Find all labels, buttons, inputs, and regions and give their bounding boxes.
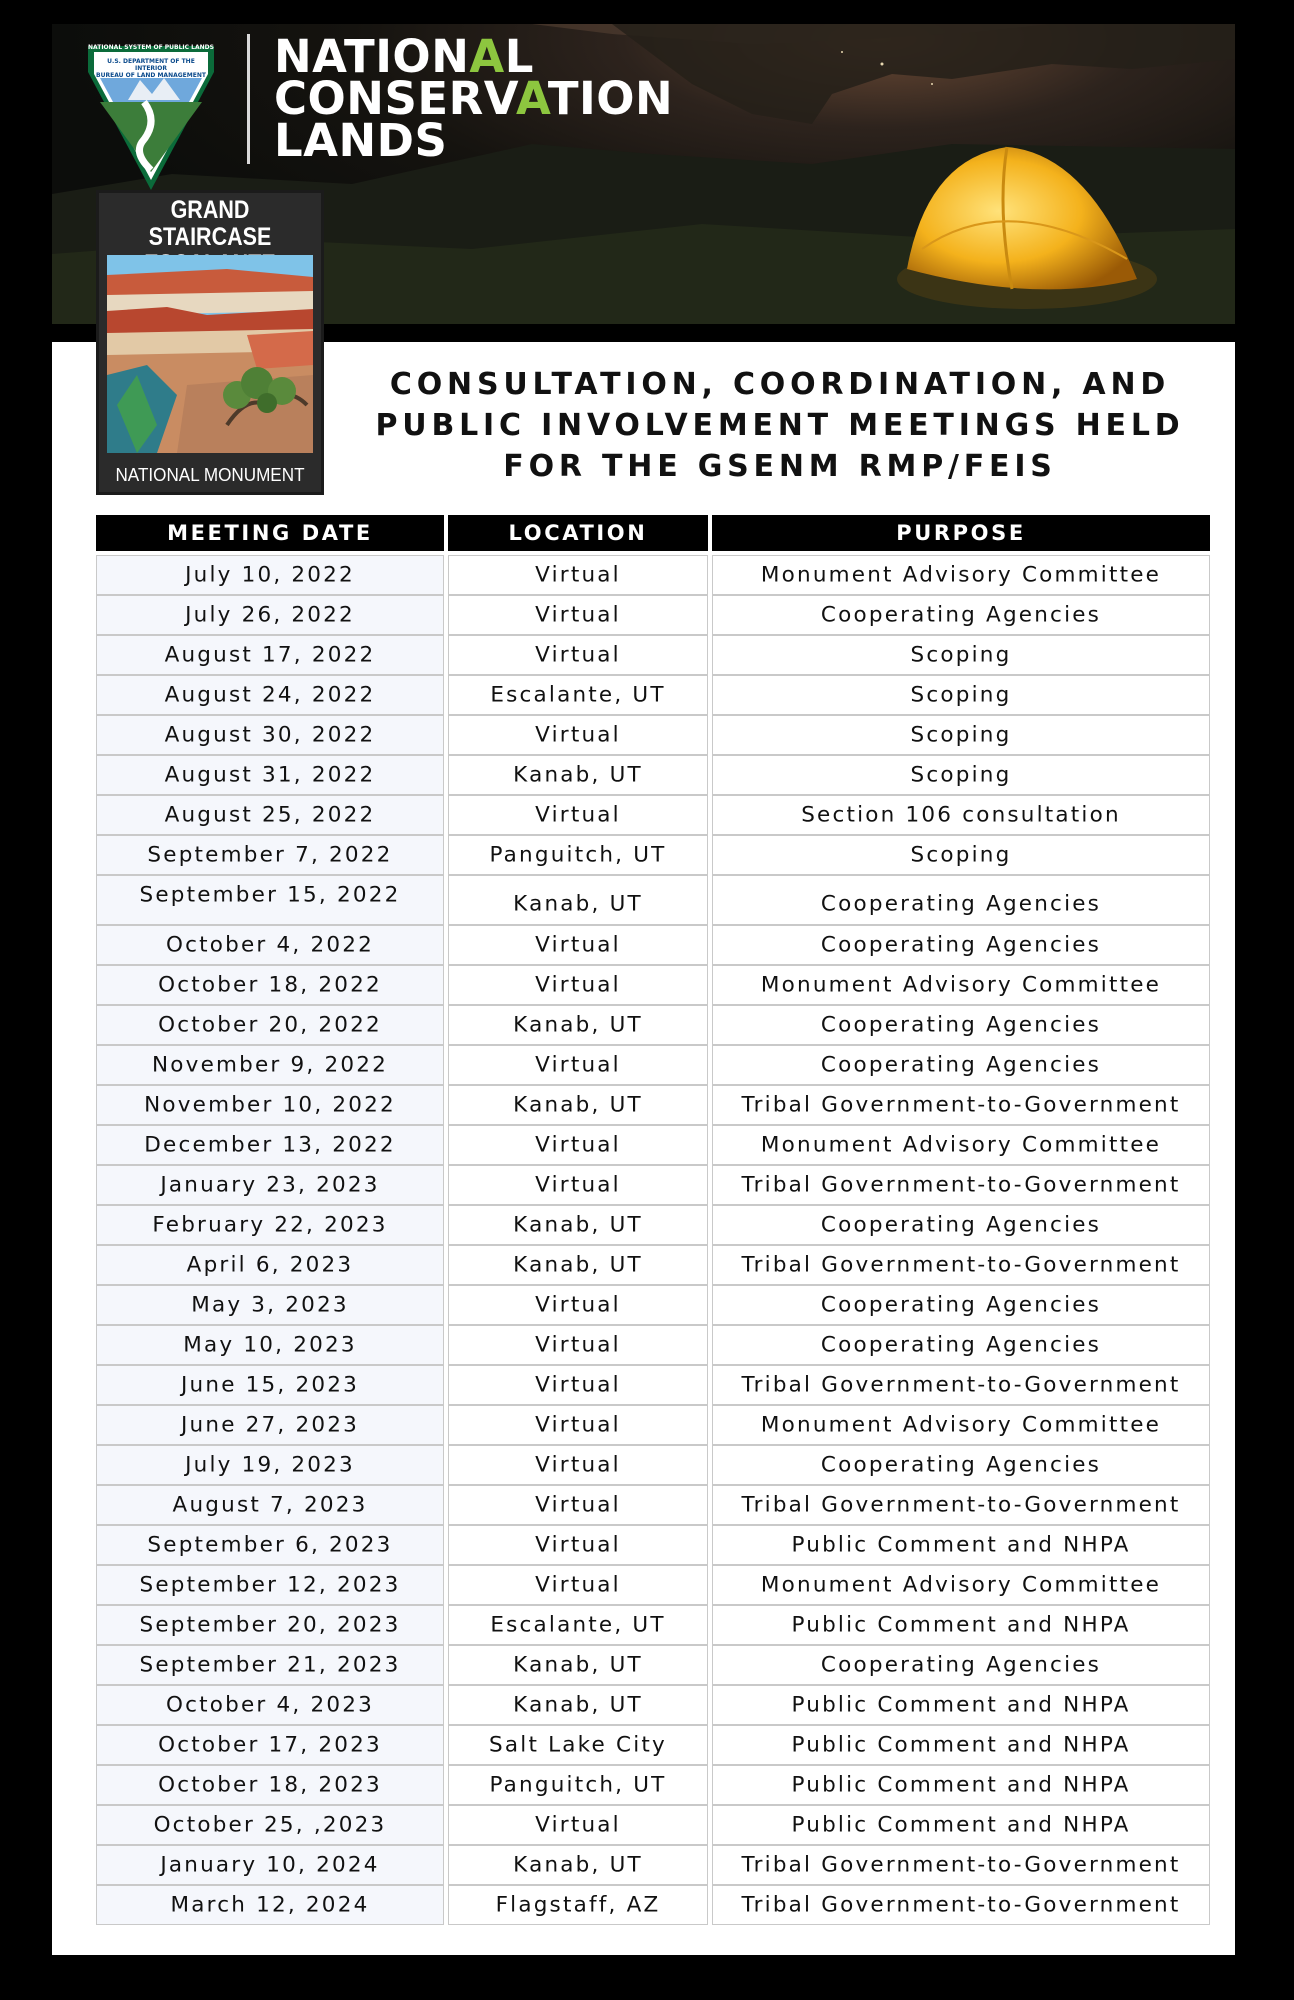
location-cell: Kanab, UT — [448, 1205, 708, 1245]
brand-line2: CONSERVATION — [274, 72, 674, 125]
location-cell: Kanab, UT — [448, 755, 708, 795]
table-row — [96, 1005, 1210, 1045]
table-row — [96, 1685, 1210, 1725]
location-cell: Kanab, UT — [448, 875, 708, 925]
purpose-cell: Scoping — [712, 755, 1210, 795]
table-row — [96, 1765, 1210, 1805]
location-cell: Panguitch, UT — [448, 835, 708, 875]
purpose-cell: Cooperating Agencies — [712, 1205, 1210, 1245]
purpose-cell: Tribal Government-to-Government — [712, 1485, 1210, 1525]
table-row — [96, 1125, 1210, 1165]
location-cell: Virtual — [448, 595, 708, 635]
table-row — [96, 1365, 1210, 1405]
location-cell: Virtual — [448, 1165, 708, 1205]
table-row — [96, 1245, 1210, 1285]
location-cell: Virtual — [448, 965, 708, 1005]
purpose-cell: Scoping — [712, 835, 1210, 875]
purpose-cell: Section 106 consultation — [712, 795, 1210, 835]
table-row — [96, 1045, 1210, 1085]
poster-title-line1: GRAND STAIRCASE — [148, 196, 272, 251]
table-row — [96, 595, 1210, 635]
purpose-cell: Cooperating Agencies — [712, 1445, 1210, 1485]
table-row — [96, 1485, 1210, 1525]
location-cell: Virtual — [448, 635, 708, 675]
location-cell: Kanab, UT — [448, 1845, 708, 1885]
table-row — [96, 1285, 1210, 1325]
location-cell: Virtual — [448, 715, 708, 755]
purpose-cell: Monument Advisory Committee — [712, 1125, 1210, 1165]
meeting-date-cell: August 30, 2022 — [96, 715, 444, 755]
location-cell: Virtual — [448, 1485, 708, 1525]
purpose-cell: Public Comment and NHPA — [712, 1725, 1210, 1765]
table-row — [96, 1885, 1210, 1925]
meeting-date-cell: September 6, 2023 — [96, 1525, 444, 1565]
table-row — [96, 555, 1210, 595]
table-row — [96, 1085, 1210, 1125]
meeting-date-cell: March 12, 2024 — [96, 1885, 444, 1925]
location-cell: Virtual — [448, 1445, 708, 1485]
location-cell: Kanab, UT — [448, 1005, 708, 1045]
meeting-date-cell: June 15, 2023 — [96, 1365, 444, 1405]
purpose-cell: Tribal Government-to-Government — [712, 1885, 1210, 1925]
purpose-cell: Cooperating Agencies — [712, 1325, 1210, 1365]
column-header-location: LOCATION — [448, 515, 708, 551]
purpose-cell: Monument Advisory Committee — [712, 1405, 1210, 1445]
purpose-cell: Cooperating Agencies — [712, 875, 1210, 925]
meeting-date-cell: February 22, 2023 — [96, 1205, 444, 1245]
table-row — [96, 675, 1210, 715]
purpose-cell: Public Comment and NHPA — [712, 1805, 1210, 1845]
location-cell: Escalante, UT — [448, 1605, 708, 1645]
location-cell: Kanab, UT — [448, 1085, 708, 1125]
monument-poster — [96, 190, 324, 495]
glowing-tent-illustration — [887, 129, 1167, 314]
meeting-date-cell: October 4, 2022 — [96, 925, 444, 965]
meeting-date-cell: September 15, 2022 — [96, 875, 444, 925]
meeting-date-cell: October 17, 2023 — [96, 1725, 444, 1765]
location-cell: Virtual — [448, 1405, 708, 1445]
meeting-date-cell: August 24, 2022 — [96, 675, 444, 715]
purpose-cell: Public Comment and NHPA — [712, 1605, 1210, 1645]
meeting-date-cell: July 26, 2022 — [96, 595, 444, 635]
meeting-date-cell: June 27, 2023 — [96, 1405, 444, 1445]
table-row — [96, 875, 1210, 925]
purpose-cell: Public Comment and NHPA — [712, 1525, 1210, 1565]
meeting-date-cell: August 31, 2022 — [96, 755, 444, 795]
table-row — [96, 1205, 1210, 1245]
purpose-cell: Cooperating Agencies — [712, 1005, 1210, 1045]
meeting-date-cell: September 12, 2023 — [96, 1565, 444, 1605]
table-row — [96, 1845, 1210, 1885]
location-cell: Salt Lake City — [448, 1725, 708, 1765]
location-cell: Virtual — [448, 1525, 708, 1565]
purpose-cell: Monument Advisory Committee — [712, 965, 1210, 1005]
location-cell: Virtual — [448, 1365, 708, 1405]
location-cell: Virtual — [448, 1805, 708, 1845]
purpose-cell: Scoping — [712, 715, 1210, 755]
meeting-date-cell: October 4, 2023 — [96, 1685, 444, 1725]
meeting-date-cell: October 20, 2022 — [96, 1005, 444, 1045]
table-row — [96, 1605, 1210, 1645]
table-row — [96, 1405, 1210, 1445]
purpose-cell: Tribal Government-to-Government — [712, 1365, 1210, 1405]
table-row — [96, 795, 1210, 835]
location-cell: Virtual — [448, 1325, 708, 1365]
meeting-date-cell: December 13, 2022 — [96, 1125, 444, 1165]
table-row — [96, 1565, 1210, 1605]
meeting-date-cell: October 25, ,2023 — [96, 1805, 444, 1845]
table-row — [96, 835, 1210, 875]
meeting-date-cell: September 21, 2023 — [96, 1645, 444, 1685]
brand-line1: NATIONAL — [274, 30, 534, 83]
table-row — [96, 755, 1210, 795]
purpose-cell: Tribal Government-to-Government — [712, 1845, 1210, 1885]
location-cell: Virtual — [448, 1045, 708, 1085]
table-row — [96, 1645, 1210, 1685]
location-cell: Virtual — [448, 1565, 708, 1605]
purpose-cell: Scoping — [712, 635, 1210, 675]
location-cell: Kanab, UT — [448, 1245, 708, 1285]
purpose-cell: Scoping — [712, 675, 1210, 715]
meeting-date-cell: November 10, 2022 — [96, 1085, 444, 1125]
column-header-meeting-date: MEETING DATE — [96, 515, 444, 551]
title-line1: CONSULTATION, COORDINATION, AND — [389, 367, 1171, 402]
poster-footer: NATIONAL MONUMENT — [115, 465, 305, 485]
page-title — [330, 364, 1230, 487]
purpose-cell: Cooperating Agencies — [712, 1285, 1210, 1325]
table-row — [96, 1725, 1210, 1765]
brand-line3: LANDS — [274, 114, 448, 167]
purpose-cell: Public Comment and NHPA — [712, 1685, 1210, 1725]
meetings-table — [96, 515, 1210, 1925]
meeting-date-cell: October 18, 2022 — [96, 965, 444, 1005]
table-row — [96, 1165, 1210, 1205]
location-cell: Flagstaff, AZ — [448, 1885, 708, 1925]
table-header-row — [96, 515, 1210, 555]
meeting-date-cell: August 17, 2022 — [96, 635, 444, 675]
location-cell: Panguitch, UT — [448, 1765, 708, 1805]
purpose-cell: Public Comment and NHPA — [712, 1765, 1210, 1805]
meeting-date-cell: November 9, 2022 — [96, 1045, 444, 1085]
meeting-date-cell: October 18, 2023 — [96, 1765, 444, 1805]
national-conservation-lands-wordmark — [274, 30, 674, 167]
table-row — [96, 1805, 1210, 1845]
canyon-landscape-illustration — [107, 255, 313, 453]
table-row — [96, 715, 1210, 755]
purpose-cell: Monument Advisory Committee — [712, 555, 1210, 595]
table-row — [96, 1525, 1210, 1565]
location-cell: Virtual — [448, 795, 708, 835]
brand-divider — [247, 34, 250, 164]
location-cell: Virtual — [448, 925, 708, 965]
meeting-date-cell: September 7, 2022 — [96, 835, 444, 875]
location-cell: Virtual — [448, 1285, 708, 1325]
location-cell: Virtual — [448, 555, 708, 595]
purpose-cell: Tribal Government-to-Government — [712, 1165, 1210, 1205]
purpose-cell: Tribal Government-to-Government — [712, 1085, 1210, 1125]
title-line2: PUBLIC INVOLVEMENT MEETINGS HELD — [375, 408, 1185, 443]
meeting-date-cell: May 3, 2023 — [96, 1285, 444, 1325]
table-row — [96, 965, 1210, 1005]
meeting-date-cell: July 19, 2023 — [96, 1445, 444, 1485]
table-row — [96, 925, 1210, 965]
meeting-date-cell: January 10, 2024 — [96, 1845, 444, 1885]
badge-line1: NATIONAL SYSTEM OF PUBLIC LANDS — [88, 44, 214, 51]
location-cell: Escalante, UT — [448, 675, 708, 715]
location-cell: Kanab, UT — [448, 1645, 708, 1685]
purpose-cell: Cooperating Agencies — [712, 925, 1210, 965]
meeting-date-cell: July 10, 2022 — [96, 555, 444, 595]
meeting-date-cell: January 23, 2023 — [96, 1165, 444, 1205]
purpose-cell: Cooperating Agencies — [712, 1645, 1210, 1685]
purpose-cell: Cooperating Agencies — [712, 595, 1210, 635]
meeting-date-cell: May 10, 2023 — [96, 1325, 444, 1365]
meeting-date-cell: August 7, 2023 — [96, 1485, 444, 1525]
meeting-date-cell: September 20, 2023 — [96, 1605, 444, 1645]
meeting-date-cell: April 6, 2023 — [96, 1245, 444, 1285]
badge-line2: U.S. DEPARTMENT OF THE INTERIOR — [107, 58, 195, 72]
table-row — [96, 635, 1210, 675]
table-row — [96, 1325, 1210, 1365]
table-row — [96, 1445, 1210, 1485]
purpose-cell: Tribal Government-to-Government — [712, 1245, 1210, 1285]
location-cell: Kanab, UT — [448, 1685, 708, 1725]
purpose-cell: Cooperating Agencies — [712, 1045, 1210, 1085]
title-line3: FOR THE GSENM RMP/FEIS — [503, 449, 1057, 484]
meeting-date-cell: August 25, 2022 — [96, 795, 444, 835]
location-cell: Virtual — [448, 1125, 708, 1165]
column-header-purpose: PURPOSE — [712, 515, 1210, 551]
badge-line3: BUREAU OF LAND MANAGEMENT — [96, 72, 206, 79]
purpose-cell: Monument Advisory Committee — [712, 1565, 1210, 1605]
